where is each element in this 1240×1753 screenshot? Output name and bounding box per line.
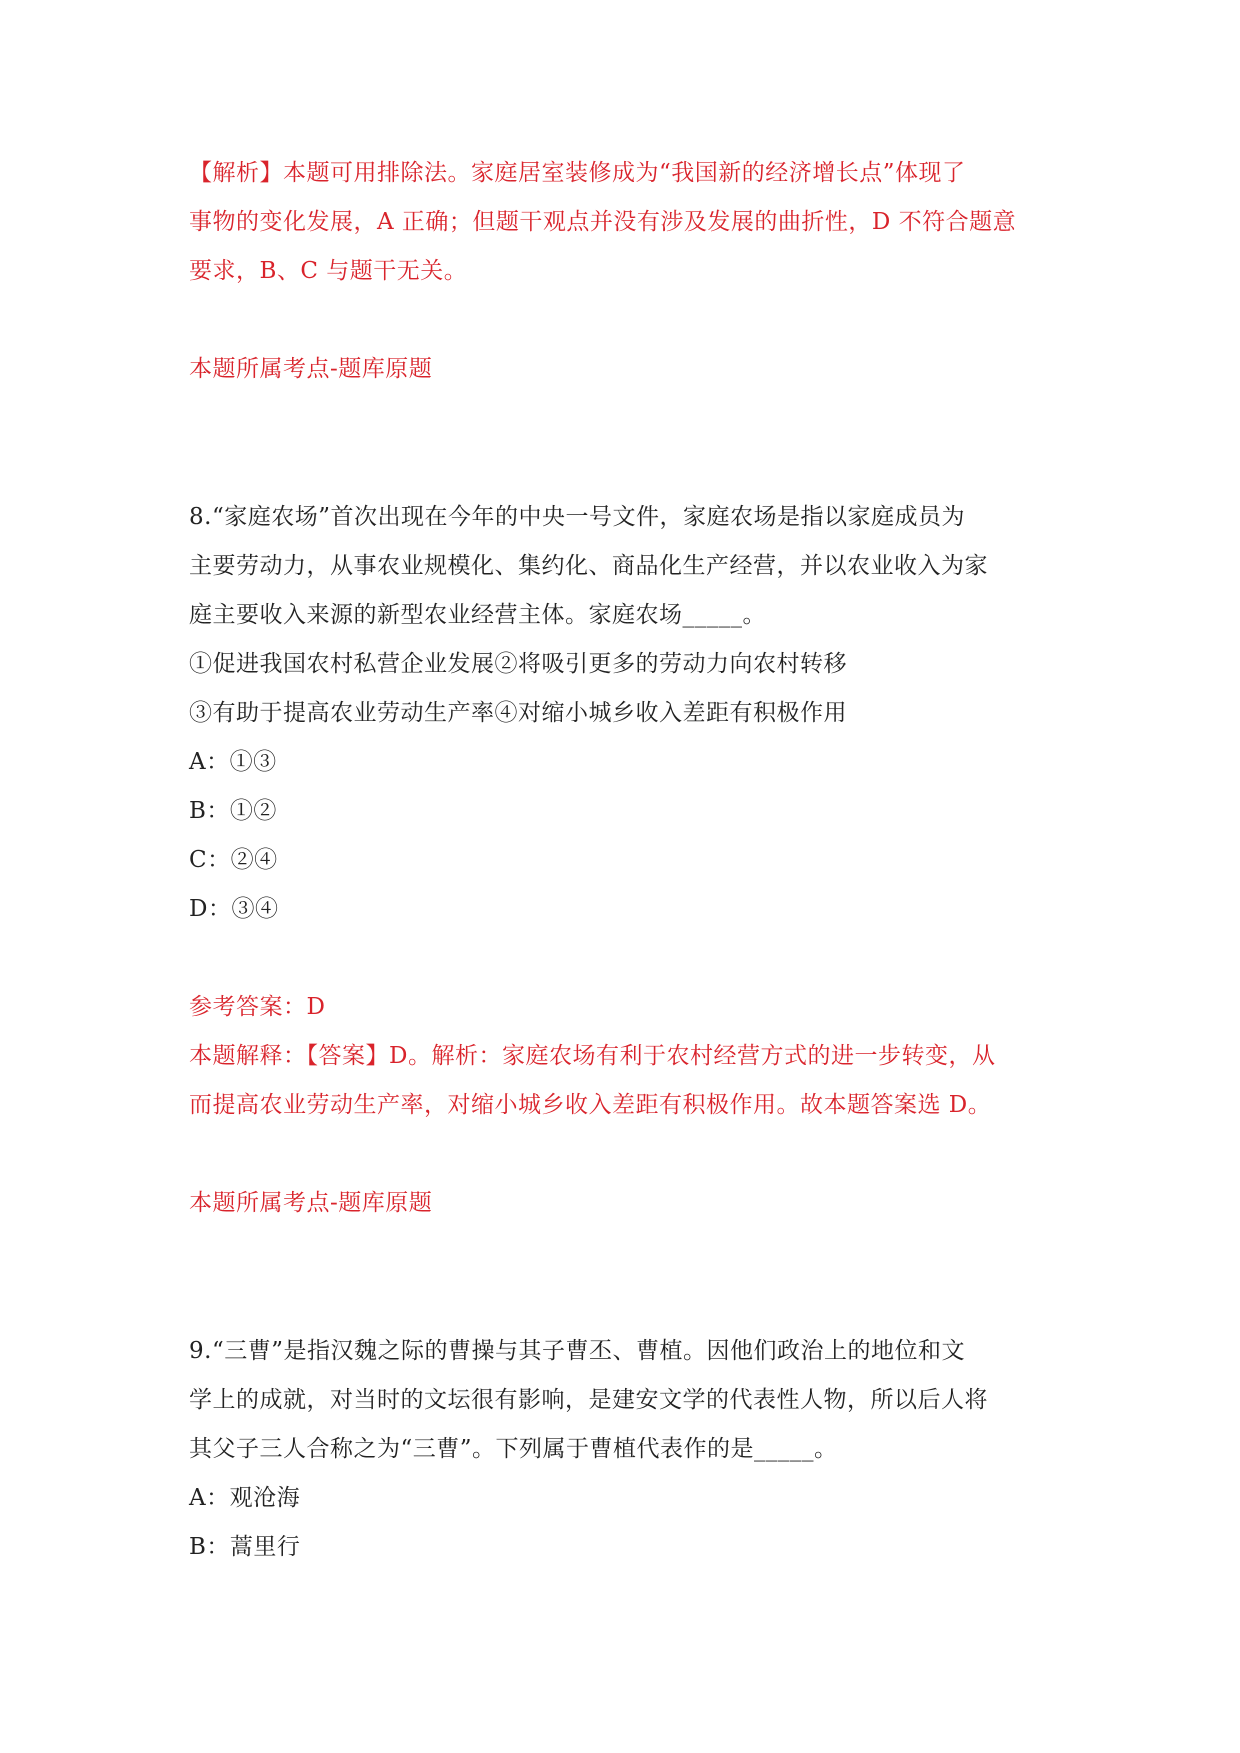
prev-analysis-line: 要求，B、C 与题干无关。 — [189, 258, 468, 284]
q8-explanation-line: 而提高农业劳动生产率，对缩小城乡收入差距有积极作用。故本题答案选 D。 — [189, 1092, 992, 1118]
q8-stem-line: 8.“家庭农场”首次出现在今年的中央一号文件，家庭农场是指以家庭成员为 — [189, 504, 965, 530]
prev-analysis-line: 事物的变化发展，A 正确；但题干观点并没有涉及发展的曲折性，D 不符合题意 — [189, 209, 1017, 235]
q9-option-a: A：观沧海 — [189, 1485, 301, 1511]
q8-stem-line: 庭主要收入来源的新型农业经营主体。家庭农场_____。 — [189, 602, 766, 628]
q8-option-d: D：③④ — [189, 896, 279, 922]
q9-option-b: B：蒿里行 — [189, 1534, 301, 1560]
q9-stem-line: 其父子三人合称之为“三曹”。下列属于曹植代表作的是_____。 — [189, 1436, 838, 1462]
prev-analysis-line: 【解析】本题可用排除法。家庭居室装修成为“我国新的经济增长点”体现了 — [189, 160, 966, 186]
prev-source-label: 本题所属考点-题库原题 — [189, 356, 433, 382]
q8-stem-line: 主要劳动力，从事农业规模化、集约化、商品化生产经营，并以农业收入为家 — [189, 553, 988, 579]
q8-source-label: 本题所属考点-题库原题 — [189, 1190, 433, 1216]
q9-stem-line: 学上的成就，对当时的文坛很有影响，是建安文学的代表性人物，所以后人将 — [189, 1387, 988, 1413]
q8-answer: 参考答案：D — [189, 994, 326, 1020]
q8-statement: ③有助于提高农业劳动生产率④对缩小城乡收入差距有积极作用 — [189, 700, 847, 726]
q8-option-c: C：②④ — [189, 847, 278, 873]
q8-option-a: A：①③ — [189, 749, 277, 775]
q8-explanation-line: 本题解释：【答案】D。解析：家庭农场有利于农村经营方式的进一步转变，从 — [189, 1043, 996, 1069]
q9-stem-line: 9.“三曹”是指汉魏之际的曹操与其子曹丕、曹植。因他们政治上的地位和文 — [189, 1338, 965, 1364]
q8-option-b: B：①② — [189, 798, 277, 824]
q8-statement: ①促进我国农村私营企业发展②将吸引更多的劳动力向农村转移 — [189, 651, 847, 677]
